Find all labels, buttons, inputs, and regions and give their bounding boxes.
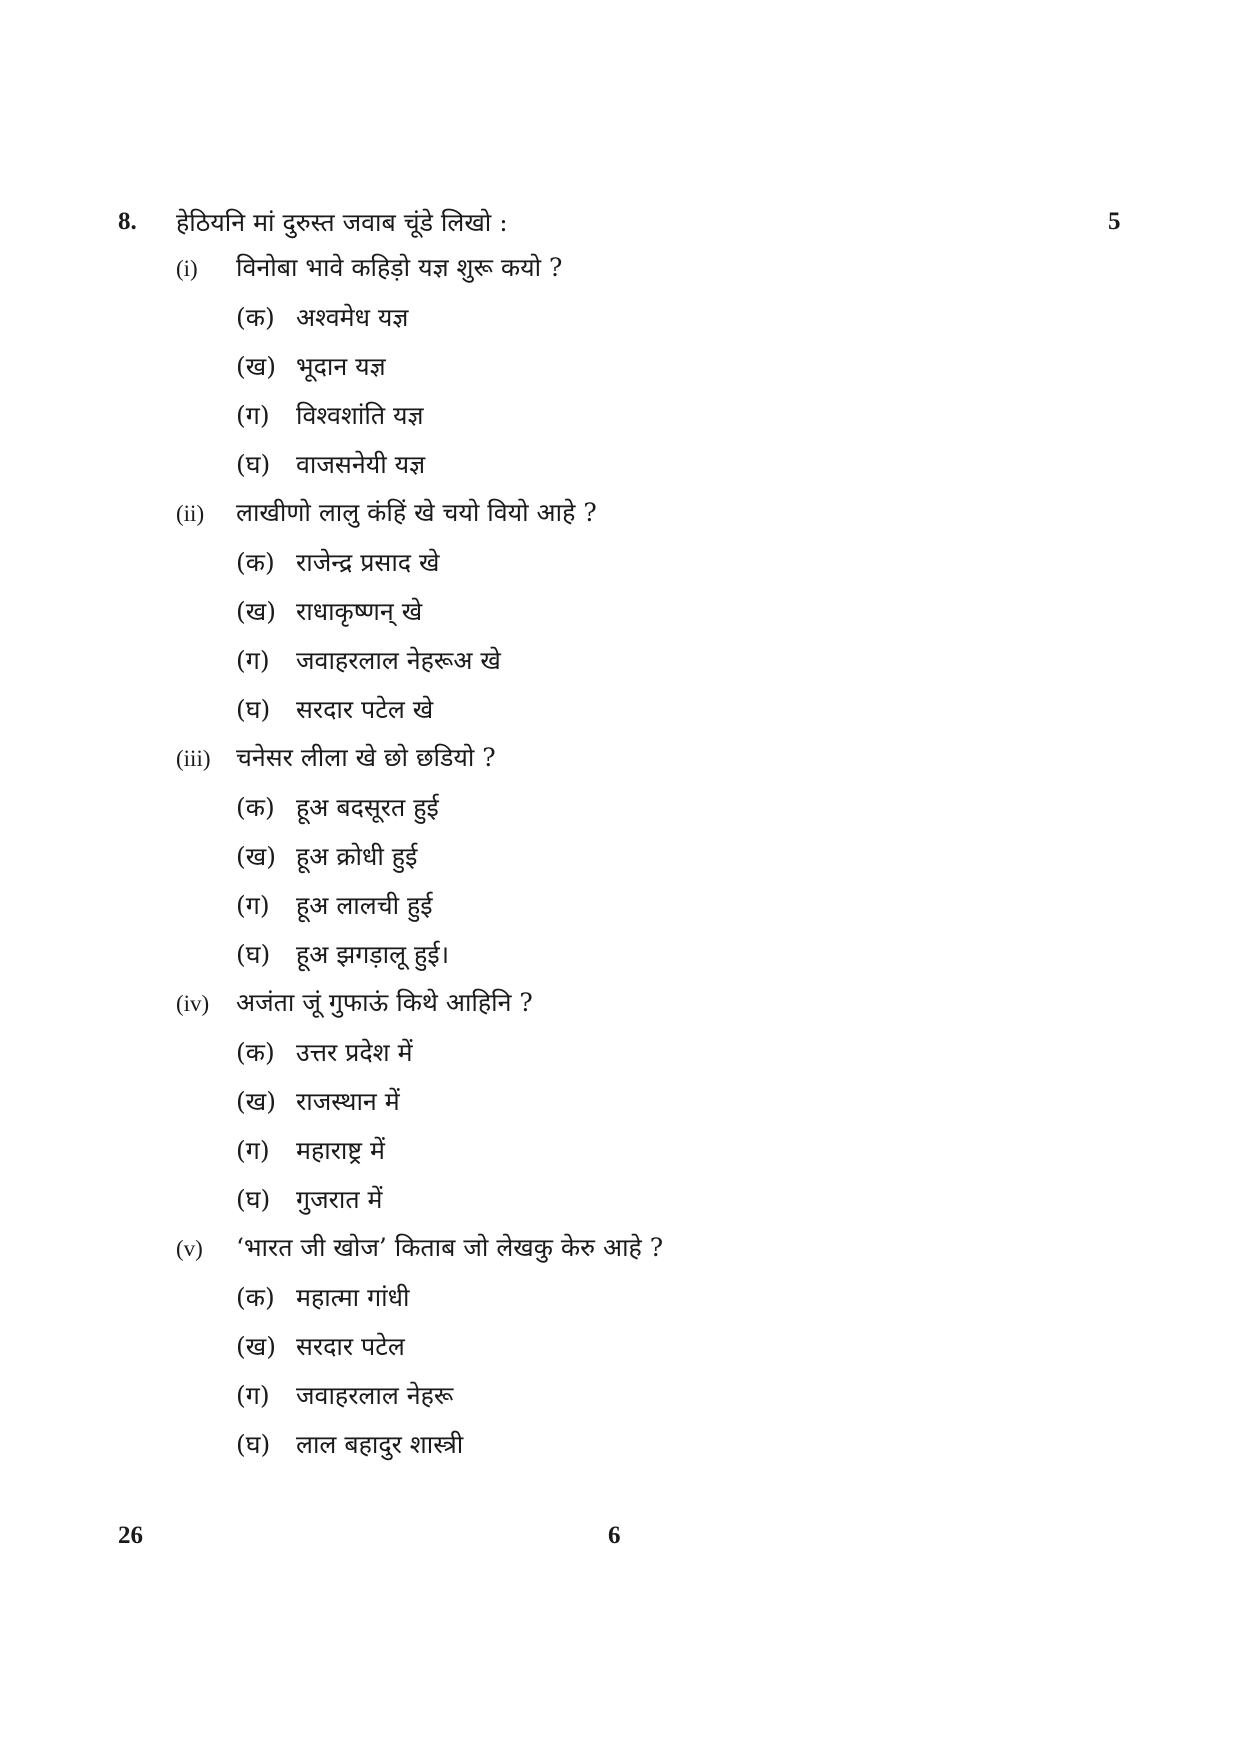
option-row xyxy=(236,447,1176,496)
option-row xyxy=(236,643,1176,692)
option-text: राधाकृष्णन् खे xyxy=(296,597,423,626)
sub-question-header xyxy=(176,1230,1176,1280)
option-label: (घ) xyxy=(236,940,271,969)
option-row xyxy=(236,1035,1176,1084)
option-text: राजेन्द्र प्रसाद खे xyxy=(296,548,440,577)
option-text: राजस्थान में xyxy=(296,1087,400,1116)
option-row xyxy=(236,1378,1176,1427)
option-text: हूअ बदसूरत हुई xyxy=(296,793,439,822)
option-row xyxy=(236,398,1176,447)
page-number: 6 xyxy=(608,1522,621,1549)
option-label: (ख) xyxy=(236,842,276,871)
question-marks: 5 xyxy=(1108,208,1121,235)
option-row xyxy=(236,790,1176,839)
option-label: (घ) xyxy=(236,1185,271,1214)
option-text: महाराष्ट्र में xyxy=(296,1136,385,1165)
question-instruction: हेठियनि मां दुरुस्त जवाब चूंडे लिखो : xyxy=(176,208,508,237)
option-row xyxy=(236,692,1176,741)
sub-question-number: (i) xyxy=(176,256,198,281)
option-label: (ग) xyxy=(236,1381,270,1410)
sub-question-text: चनेसर लीला खे छो छडियो ? xyxy=(236,743,496,772)
option-label: (ग) xyxy=(236,646,270,675)
option-label: (क) xyxy=(236,303,275,332)
option-text: सरदार पटेल xyxy=(296,1332,405,1361)
option-row xyxy=(236,1133,1176,1182)
option-row xyxy=(236,1329,1176,1378)
option-label: (ग) xyxy=(236,401,270,430)
option-text: गुजरात में xyxy=(296,1185,383,1214)
option-row xyxy=(236,937,1176,986)
option-label: (ख) xyxy=(236,1332,276,1361)
option-row xyxy=(236,545,1176,594)
option-text: महात्मा गांधी xyxy=(296,1283,410,1312)
sub-question-header xyxy=(176,250,1176,300)
sub-question-header xyxy=(176,740,1176,790)
sub-question-number: (v) xyxy=(176,1236,203,1261)
option-label: (घ) xyxy=(236,1430,271,1459)
option-row xyxy=(236,1427,1176,1476)
option-row xyxy=(236,1182,1176,1231)
question-number: 8. xyxy=(118,208,137,235)
sub-question-5 xyxy=(176,1230,1176,1476)
sub-question-header xyxy=(176,985,1176,1035)
sub-question-number: (iii) xyxy=(176,746,211,771)
paper-code: 26 xyxy=(118,1522,143,1549)
sub-question-text: अजंता जूं गुफाऊं किथे आहिनि ? xyxy=(236,988,533,1017)
sub-question-4 xyxy=(176,985,1176,1231)
sub-question-number: (iv) xyxy=(176,991,210,1016)
option-label: (ग) xyxy=(236,891,270,920)
sub-question-1 xyxy=(176,250,1176,496)
sub-question-3 xyxy=(176,740,1176,986)
option-text: सरदार पटेल खे xyxy=(296,695,434,724)
option-text: हूअ क्रोधी हुई xyxy=(296,842,418,871)
option-row xyxy=(236,349,1176,398)
sub-question-text: विनोबा भावे कहिड़ो यज्ञ शुरू कयो ? xyxy=(236,253,563,282)
sub-question-text: ‘भारत जी खोज’ किताब जो लेखकु केरु आहे ? xyxy=(236,1233,664,1262)
option-text: उत्तर प्रदेश में xyxy=(296,1038,413,1067)
option-text: जवाहरलाल नेहरूअ खे xyxy=(296,646,501,675)
option-text: जवाहरलाल नेहरू xyxy=(296,1381,454,1410)
option-row xyxy=(236,594,1176,643)
option-text: हूअ लालची हुई xyxy=(296,891,433,920)
option-text: अश्वमेध यज्ञ xyxy=(296,303,409,332)
option-row xyxy=(236,839,1176,888)
option-text: वाजसनेयी यज्ञ xyxy=(296,450,426,479)
option-text: भूदान यज्ञ xyxy=(296,352,386,381)
option-label: (क) xyxy=(236,1038,275,1067)
option-row xyxy=(236,888,1176,937)
option-label: (घ) xyxy=(236,695,271,724)
option-row xyxy=(236,1084,1176,1133)
option-label: (क) xyxy=(236,793,275,822)
option-label: (ख) xyxy=(236,1087,276,1116)
sub-question-header xyxy=(176,495,1176,545)
option-row xyxy=(236,300,1176,349)
option-label: (ग) xyxy=(236,1136,270,1165)
option-text: लाल बहादुर शास्त्री xyxy=(296,1430,464,1459)
option-label: (घ) xyxy=(236,450,271,479)
option-text: हूअ झगड़ालू हुई। xyxy=(296,940,450,969)
option-label: (क) xyxy=(236,1283,275,1312)
option-label: (क) xyxy=(236,548,275,577)
option-text: विश्वशांति यज्ञ xyxy=(296,401,424,430)
option-label: (ख) xyxy=(236,597,276,626)
sub-question-2 xyxy=(176,495,1176,741)
option-row xyxy=(236,1280,1176,1329)
sub-question-number: (ii) xyxy=(176,501,205,526)
sub-question-text: लाखीणो लालु कंहिं खे चयो वियो आहे ? xyxy=(236,498,597,527)
option-label: (ख) xyxy=(236,352,276,381)
